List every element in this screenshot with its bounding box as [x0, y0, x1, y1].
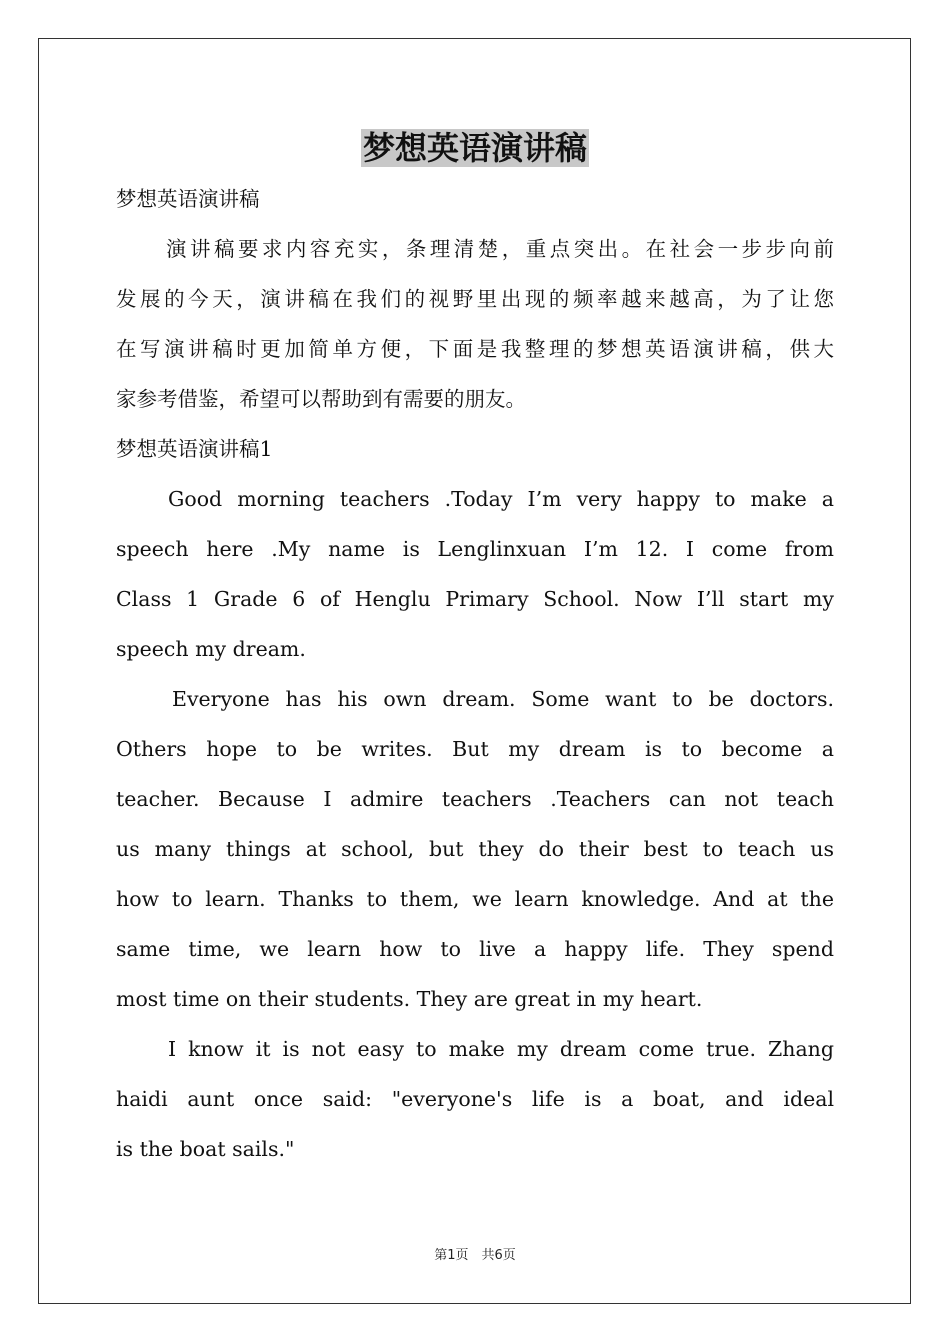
intro-line-4: 家参考借鉴，希望可以帮助到有需要的朋友。	[116, 387, 526, 411]
subtitle-line: 梦想英语演讲稿	[116, 187, 260, 211]
speech-line-9: how to learn. Thanks to them, we learn knowledge. And at the	[116, 887, 834, 911]
document-title-text: 梦想英语演讲稿	[362, 129, 587, 167]
section-heading: 梦想英语演讲稿1	[116, 437, 273, 461]
speech-line-2: speech here .My name is Lenglinxuan I’m 12. I come from	[116, 537, 834, 561]
intro-line-3: 在写演讲稿时更加简单方便，下面是我整理的梦想英语演讲稿，供大	[116, 337, 834, 361]
speech-line-4: speech my dream.	[116, 637, 306, 661]
document-title	[0, 124, 950, 172]
page-footer	[0, 1246, 950, 1266]
speech-line-14: is the boat sails."	[116, 1137, 295, 1161]
speech-line-13: haidi aunt once said: "everyone's life is a boat, and ideal	[116, 1087, 834, 1111]
intro-line-1: 演讲稿要求内容充实，条理清楚，重点突出。在社会一步步向前	[166, 237, 834, 261]
speech-line-8: us many things at school, but they do their best to teach us	[116, 837, 834, 861]
document-body	[116, 174, 834, 1174]
speech-line-11: most time on their students. They are great in my heart.	[116, 987, 703, 1011]
speech-line-3: Class 1 Grade 6 of Henglu Primary School. Now I’ll start my	[116, 587, 834, 611]
speech-line-6: Others hope to be writes. But my dream is to become a	[116, 737, 834, 761]
speech-line-5: Everyone has his own dream. Some want to be doctors.	[172, 687, 834, 711]
speech-line-7: teacher. Because I admire teachers .Teachers can not teach	[116, 787, 834, 811]
speech-line-10: same time, we learn how to live a happy life. They spend	[116, 937, 834, 961]
intro-line-2: 发展的今天，演讲稿在我们的视野里出现的频率越来越高，为了让您	[116, 287, 834, 311]
speech-line-12: I know it is not easy to make my dream come true. Zhang	[168, 1037, 834, 1061]
speech-line-1: Good morning teachers .Today I’m very happy to make a	[168, 487, 834, 511]
page-number: 第1页 共6页	[434, 1248, 516, 1263]
